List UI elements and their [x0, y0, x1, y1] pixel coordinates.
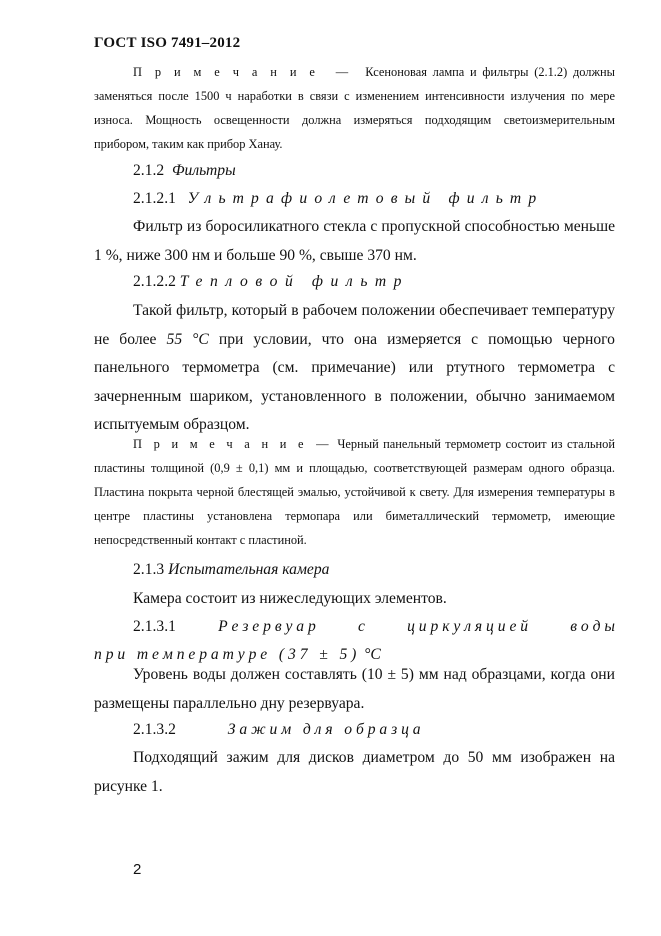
- note-2-text: Черный панельный термометр состоит из стальной пластины толщиной (0,9 ± 0,1) мм и площадью, соответствующей размерам одного образца. Пластина покрыта черной блестящей эмалью, устойчивой к свету. Для измерения температуры в центре пластины установлена термопара или биметаллический термометр, имеющие непосредственный контакт с пластиной.: [94, 437, 615, 547]
- section-2-1-3-text: Камера состоит из нижеследующих элементов.: [133, 590, 447, 607]
- note-1-dash: —: [335, 65, 349, 79]
- note-2: [94, 432, 615, 552]
- section-2-1-3-heading: [133, 556, 654, 584]
- section-number: 2.1.2.2: [133, 273, 176, 290]
- section-2-1-2-1-heading: [133, 185, 654, 213]
- section-2-1-3-2-text: Подходящий зажим для дисков диаметром до 50 мм изображен на рисунке 1.: [94, 749, 615, 795]
- document-code-header: ГОСТ ISO 7491–2012: [94, 35, 241, 51]
- section-number: 2.1.2.1: [133, 190, 176, 207]
- title-word-2: с: [358, 618, 365, 635]
- note-2-dash: —: [316, 437, 329, 451]
- note-1-label: П р и м е ч а н и е: [133, 65, 319, 79]
- section-2-1-3-2-heading: [133, 716, 654, 744]
- title-line-2: п р и т е м п е р а т у р е ( 3 7 ± 5 ) °С: [94, 646, 381, 663]
- section-number: 2.1.3.1: [133, 618, 176, 635]
- title-word-4: в о д ы: [570, 618, 615, 635]
- title-word-3: ц и р к у л я ц и е й: [407, 618, 529, 635]
- page-number: 2: [133, 861, 142, 878]
- title-word-1: Р е з е р в у а р: [218, 618, 316, 635]
- section-2-1-2-2-heading: [133, 268, 654, 296]
- section-number: 2.1.2: [133, 162, 165, 179]
- section-number: 2.1.3: [133, 561, 165, 578]
- note-2-label: П р и м е ч а н и е: [133, 437, 308, 451]
- section-title: Фильтры: [171, 162, 236, 179]
- section-2-1-2-heading: [133, 157, 654, 185]
- section-2-1-2-1-text: Фильтр из боросиликатного стекла с пропускной способностью меньше 1 %, ниже 300 нм и больше 90 %, свыше 370 нм.: [94, 218, 615, 264]
- section-number: 2.1.3.2: [133, 721, 176, 738]
- section-2-1-2-2-text: Такой фильтр, который в рабочем положении обеспечивает температуру не более 55 °C при условии, что она измеряется с помощью черного панельного термометра (см. примечание) или ртутного термометра с зачерненным шариком, установленного в положении, обычно занимаемом испытуемым образцом.: [94, 302, 615, 433]
- section-title: Испытательная камера: [168, 561, 330, 578]
- temperature-value: 55 °C: [166, 330, 209, 348]
- section-title: Ультрафиолетовый фильтр: [187, 190, 544, 207]
- section-2-1-3-1-text: Уровень воды должен составлять (10 ± 5) мм над образцами, когда они размещены параллельно дну резервуара.: [94, 666, 615, 712]
- note-1-text: Ксеноновая лампа и фильтры (2.1.2) должны заменяться после 1500 ч наработки в связи с изменением интенсивности излучения по мере износа. Мощность освещенности должна измеряться подходящим светоизмерительным прибором, таким как прибор Ханау.: [94, 65, 615, 151]
- note-1: [94, 60, 615, 156]
- section-title: Тепловой фильтр: [179, 273, 410, 290]
- section-title: З а ж и м д л я о б р а з ц а: [227, 721, 421, 738]
